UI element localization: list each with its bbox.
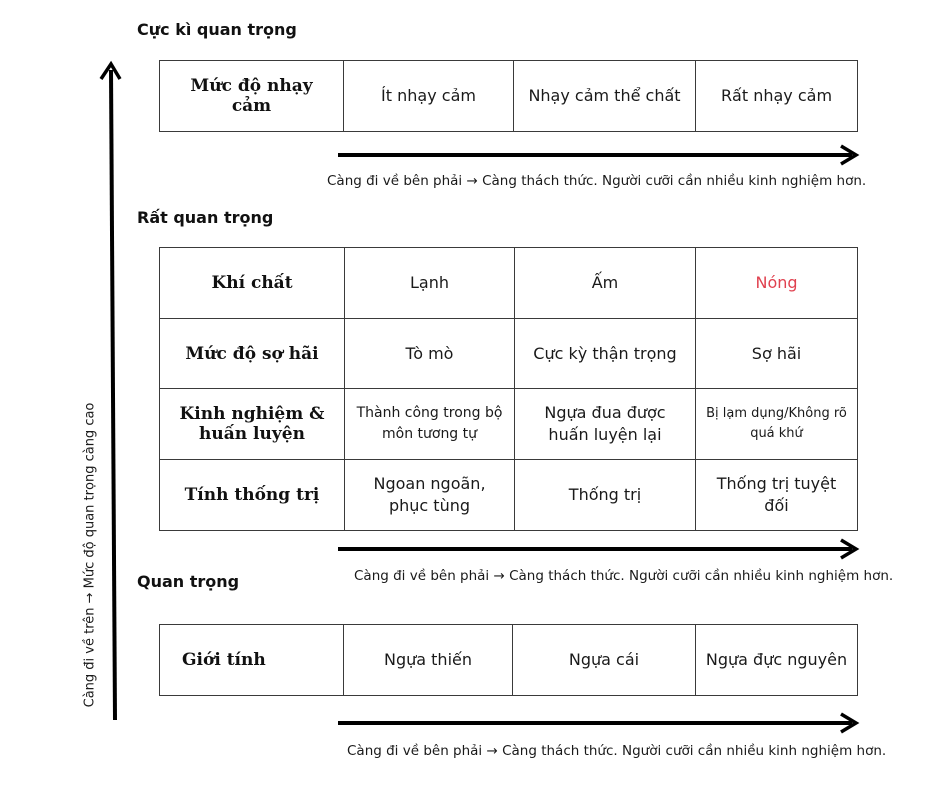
caption-middle: Càng đi về bên phải → Càng thách thức. Người cưỡi cần nhiều kinh nghiệm hơn.	[354, 568, 894, 584]
table-cell: Ngựa đực nguyên	[696, 625, 858, 696]
table-row	[160, 61, 858, 132]
table-top	[159, 60, 858, 132]
row-label-dominance: Tính thống trị	[160, 460, 345, 531]
table-row	[160, 625, 858, 696]
row-label-fear-level: Mức độ sợ hãi	[160, 319, 345, 389]
table-bottom	[159, 624, 858, 696]
table-middle	[159, 247, 858, 531]
row-label-temperament: Khí chất	[160, 248, 345, 319]
table-cell: Ngoan ngoãn, phục tùng	[345, 460, 515, 531]
table-cell: Cực kỳ thận trọng	[515, 319, 696, 389]
table-cell: Thành công trong bộ môn tương tự	[345, 389, 515, 460]
table-cell: Ngựa thiến	[344, 625, 513, 696]
row-label-sex: Giới tính	[160, 625, 344, 696]
table-row	[160, 460, 858, 531]
table-row	[160, 319, 858, 389]
table-row	[160, 389, 858, 460]
table-cell: Ấm	[515, 248, 696, 319]
table-row	[160, 248, 858, 319]
section-title-bottom: Quan trọng	[137, 572, 240, 591]
row-label-experience-training: Kinh nghiệm & huấn luyện	[160, 389, 345, 460]
table-cell: Nhạy cảm thể chất	[514, 61, 696, 132]
table-cell: Thống trị tuyệt đối	[696, 460, 858, 531]
table-cell: Bị lạm dụng/Không rõ quá khứ	[696, 389, 858, 460]
caption-bottom: Càng đi về bên phải → Càng thách thức. Người cưỡi cần nhiều kinh nghiệm hơn.	[347, 743, 887, 759]
table-cell: Sợ hãi	[696, 319, 858, 389]
vertical-importance-arrow	[111, 70, 115, 720]
vertical-axis-label-text: Càng đi về trên → Mức độ quan trọng càng cao	[82, 402, 98, 708]
section-title-top: Cực kì quan trọng	[137, 20, 297, 39]
table-cell: Ngựa đua được huấn luyện lại	[515, 389, 696, 460]
table-cell: Ngựa cái	[513, 625, 696, 696]
caption-top: Càng đi về bên phải → Càng thách thức. Người cưỡi cần nhiều kinh nghiệm hơn.	[327, 173, 867, 189]
row-label-sensitivity: Mức độ nhạy cảm	[160, 61, 344, 132]
table-cell: Ít nhạy cảm	[344, 61, 514, 132]
table-cell: Lạnh	[345, 248, 515, 319]
table-cell: Rất nhạy cảm	[696, 61, 858, 132]
table-cell-hot: Nóng	[696, 248, 858, 319]
section-title-middle: Rất quan trọng	[137, 208, 274, 227]
table-cell: Tò mò	[345, 319, 515, 389]
table-cell: Thống trị	[515, 460, 696, 531]
